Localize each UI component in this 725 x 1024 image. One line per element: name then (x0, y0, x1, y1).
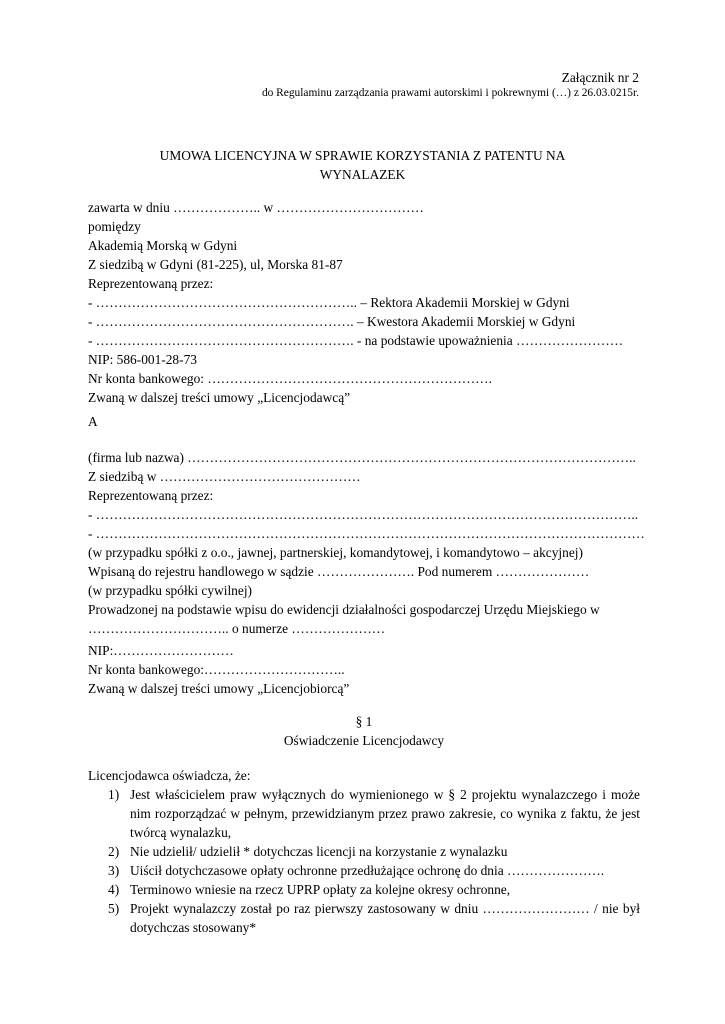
attachment-label: Załącznik nr 2 (561, 70, 639, 85)
between-line: pomiędzy (88, 219, 141, 234)
declaration-text: Nie udzielił/ udzielił * dotychczas licencji na korzystanie z wynalazku (130, 844, 508, 859)
declaration-number: 3) (108, 863, 120, 878)
declaration-item-2 (88, 842, 640, 861)
licensor-bank-account: Nr konta bankowego: ………………………………………………………. (88, 371, 492, 386)
declarations-list (88, 785, 640, 937)
declaration-item-4 (88, 880, 640, 899)
licensee-ids-block (88, 641, 640, 698)
declaration-text: Uiścił dotychczasowe opłaty ochronne przedłużające ochronę do dnia …………………. (130, 863, 605, 878)
civil-partnership-note: (w przypadku spółki cywilnej) (88, 583, 252, 598)
commercial-register-line: Wpisaną do rejestru handlowego w sądzie …………………. Pod numerem ………………… (88, 564, 590, 579)
company-type-note: (w przypadku spółki z o.o., jawnej, partnerskiej, komandytowej, i komandytowo – akcyjnej) (88, 545, 583, 560)
licensee-represented-by-label: Reprezentowaną przez: (88, 488, 214, 503)
represented-by-label: Reprezentowaną przez: (88, 276, 214, 291)
licensee-designation: Zwaną w dalszej treści umowy „Licencjobiorcą” (88, 681, 350, 696)
business-register-number-line: ………………………….. o numerze ………………… (88, 621, 386, 636)
licensor-name: Akademią Morską w Gdyni (88, 238, 238, 253)
declaration-number: 2) (108, 844, 120, 859)
declaration-text: Jest właścicielem praw wyłącznych do wymienionego w § 2 projektu wynalazczego i może nim rozporządzać w pełnym, przewidzianym przez prawo zakresie, co wynika z faktu, że jest twórcą wynalazku, (130, 787, 640, 840)
licensee-representative-1: - ………………………………………………………………………………………………………….. (88, 507, 639, 522)
licensor-designation: Zwaną w dalszej treści umowy „Licencjodawcą” (88, 390, 351, 405)
section-1-number: § 1 (355, 714, 373, 729)
attachment-reference: do Regulaminu zarządzania prawami autorskimi i pokrewnymi (…) z 26.03.0215r. (261, 87, 639, 99)
declaration-item-3 (88, 861, 640, 880)
agreement-title-line1: UMOWA LICENCYJNA W SPRAWIE KORZYSTANIA Z PATENTU NA (159, 148, 566, 163)
declaration-number: 1) (108, 787, 120, 802)
authorization-line: - …………………………………………………. - na podstawie upoważnienia …………………… (88, 333, 624, 348)
declaration-item-5 (88, 899, 640, 937)
licensee-company-name: (firma lub nazwa) ……………………………………………………………………………………….. (88, 450, 636, 465)
declaration-text: Projekt wynalazczy został po raz pierwszy zastosowany w dniu …………………… / nie był dotychczas stosowany* (130, 901, 640, 935)
section-1-heading: Oświadczenie Licencjodawcy (283, 733, 445, 748)
agreement-title-line2: WYNALAZEK (319, 167, 406, 182)
rector-line: - ………………………………………………….. – Rektora Akademii Morskiej w Gdyni (88, 295, 570, 310)
licensee-nip: NIP:……………………… (88, 643, 234, 658)
declaration-item-1 (88, 785, 640, 842)
section-1-intro: Licencjodawca oświadcza, że: (88, 768, 251, 783)
licensee-bank-account: Nr konta bankowego:………………………….. (88, 662, 345, 677)
licensee-representative-2: - …………………………………………………………………………………………………………… (88, 526, 645, 541)
declaration-text: Terminowo wniesie na rzecz UPRP opłaty za kolejne okresy ochronne, (130, 882, 511, 897)
declaration-number: 4) (108, 882, 120, 897)
licensee-block (88, 448, 645, 638)
licensor-address: Z siedzibą w Gdyni (81-225), ul, Morska 81-87 (88, 257, 343, 272)
contract-date-line: zawarta w dniu ……………….. w …………………………… (88, 200, 424, 215)
and-separator: A (88, 414, 98, 429)
agreement-title (88, 146, 637, 184)
business-register-line: Prowadzonej na podstawie wpisu do ewidencji działalności gospodarczej Urzędu Miejskiego w (88, 602, 600, 617)
licensee-seat: Z siedzibą w ……………………………………… (88, 469, 361, 484)
bursar-line: - …………………………………………………. – Kwestora Akademii Morskiej w Gdyni (88, 314, 576, 329)
licensor-nip: NIP: 586-001-28-73 (88, 352, 197, 367)
licensor-block (88, 198, 640, 407)
declaration-number: 5) (108, 901, 120, 916)
